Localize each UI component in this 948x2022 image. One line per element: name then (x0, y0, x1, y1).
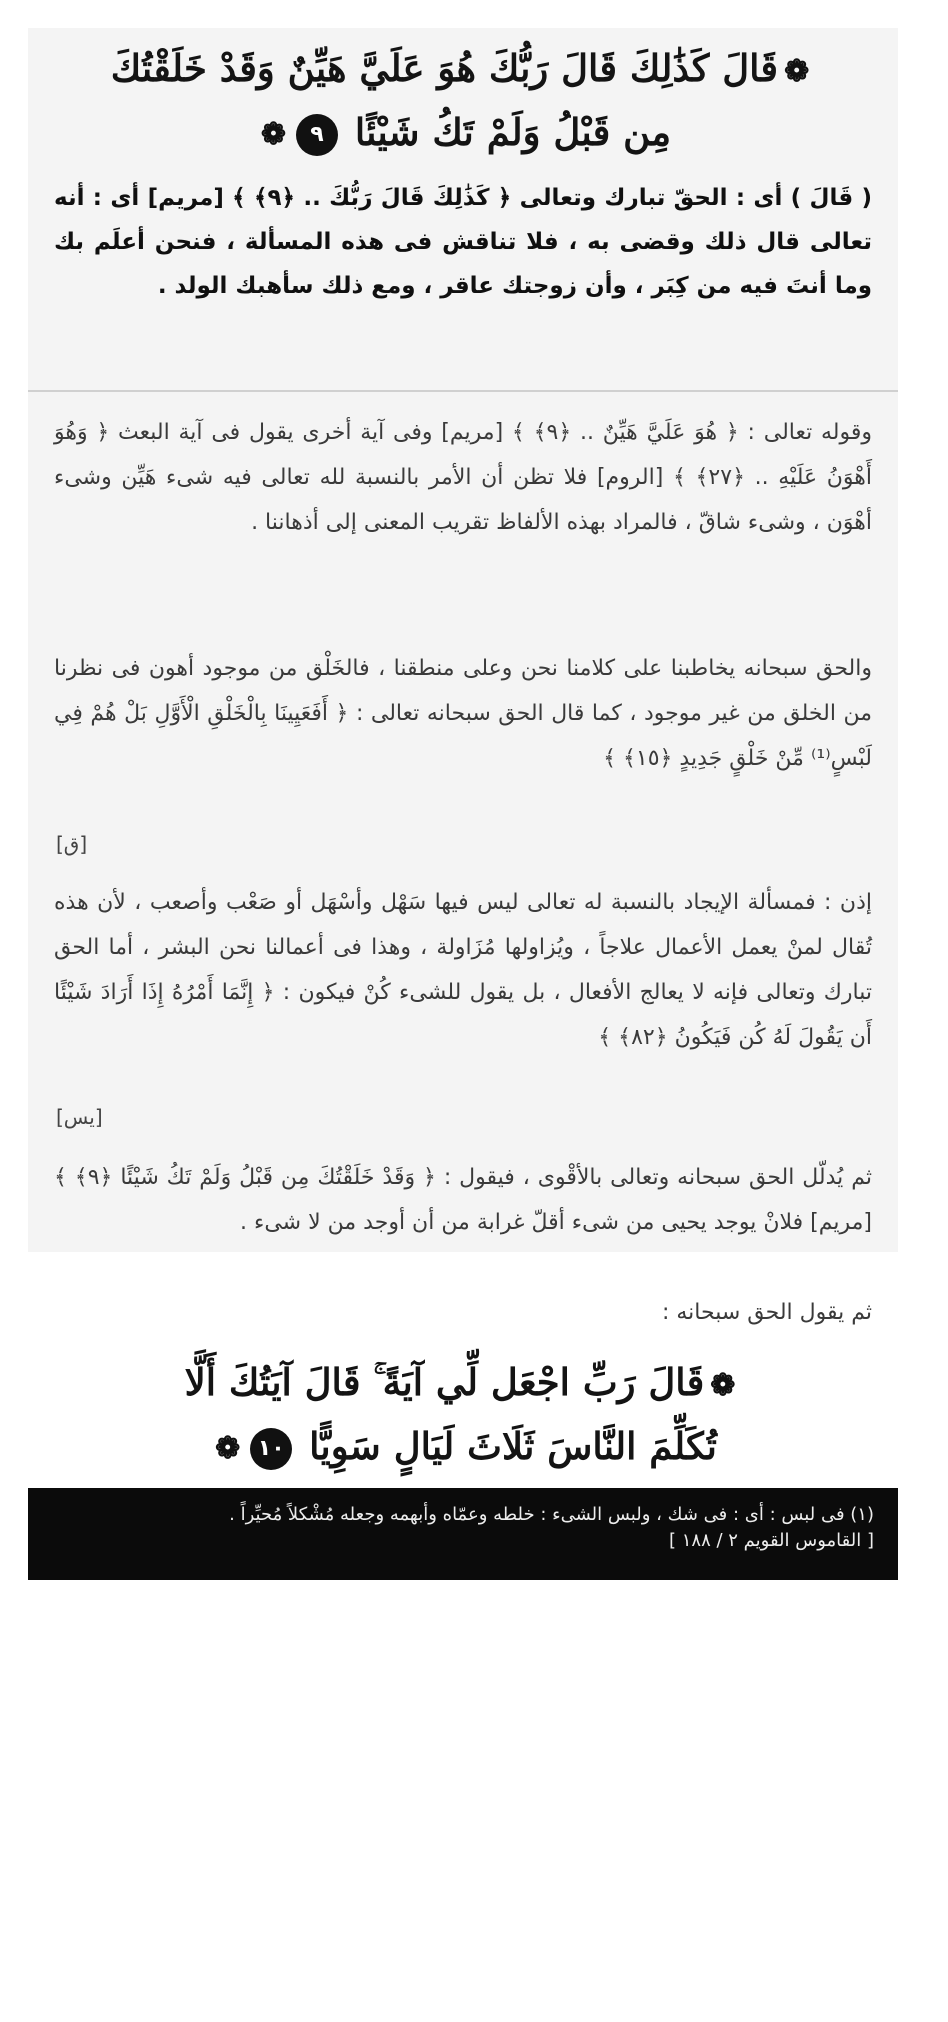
quran-verse-10 (28, 1352, 898, 1479)
paragraph-5: ثم يُدلّل الحق سبحانه وتعالى بالأقْوى ، فيقول : ﴿ وَقَدْ خَلَقْتُكَ مِن قَبْلُ وَلَمْ تَكُ شَيْئًا ﴿٩﴾ ﴾ [مريم] فلانْ يوجد يحيى من شىء أقلّ غرابة من أن أوجد من لا شىء . (54, 1165, 872, 1235)
footnote-text: (١) فى لبس : أى : فى شك ، ولبس الشىء : خلطه وعمّاه وأبهمه وجعله مُشْكلاً مُحيِّراً . (229, 1504, 874, 1525)
ayah-number-badge: ١٠ (250, 1428, 292, 1470)
surah-reference: [ق] (56, 832, 88, 856)
verse-10-line-2: تُكَلِّمَ النَّاسَ ثَلَاثَ لَيَالٍ سَوِيًّا ١٠❁ (28, 1416, 898, 1480)
scan-divider (28, 390, 898, 392)
paragraph-4: إذن : فمسألة الإيجاد بالنسبة له تعالى ليس فيها سَهْل وأسْهَل أو صَعْب وأصعب ، لأن هذه تُقال لمنْ يعمل الأعمال علاجاً ، ويُزاولها مُزَاولة ، وهذا فى أعمالنا نحن البشر ، أما الحق تبارك وتعالى فإنه لا يعالج الأفعال ، بل يقول للشىء كُنْ فيكون : ﴿ إِنَّمَا أَمْرُهُ إِذَا أَرَادَ شَيْئًا أَن يَقُولَ لَهُ كُن فَيَكُونُ ﴿٨٢﴾ ﴾ (54, 890, 872, 1050)
quran-verse-9 (28, 38, 898, 165)
surah-reference: [يس] (56, 1105, 103, 1129)
ornament-icon: ❁ (710, 1367, 736, 1403)
verse-9-line-1: ❁قَالَ كَذَٰلِكَ قَالَ رَبُّكَ هُوَ عَلَيَّ هَيِّنٌ وَقَدْ خَلَقْتُكَ (28, 38, 898, 102)
verse-9-line-2: مِن قَبْلُ وَلَمْ تَكُ شَيْئًا ٩❁ (28, 102, 898, 166)
paragraph-6: ثم يقول الحق سبحانه : (661, 1300, 872, 1325)
footnote-box (28, 1488, 898, 1580)
paragraph-1: ( قَالَ ) أى : الحقّ تبارك وتعالى ﴿ كَذَٰلِكَ قَالَ رَبُّكَ .. ﴿٩﴾ ﴾ [مريم] أى : أنه تعالى قال ذلك وقضى به ، فلا تناقش فى هذه المسألة ، فنحن أعلَم بك وما أنتَ فيه من كِبَر ، وأن زوجتك عاقر ، ومع ذلك سأهبك الولد . (54, 185, 872, 299)
verse-10-line-1: ❁قَالَ رَبِّ اجْعَل لِّي آيَةً ۚ قَالَ آيَتُكَ أَلَّا (28, 1352, 898, 1416)
paragraph-3: والحق سبحانه يخاطبنا على كلامنا نحن وعلى منطقنا ، فالخَلْق من موجود أهون فى نظرنا من الخلق من غير موجود ، كما قال الحق سبحانه تعالى : ﴿ أَفَعَيِينَا بِالْخَلْقِ الْأَوَّلِ بَلْ هُمْ فِي لَبْسٍ⁽¹⁾ مِّنْ خَلْقٍ جَدِيدٍ ﴿١٥﴾ ﴾ (54, 656, 872, 771)
paragraph-2: وقوله تعالى : ﴿ هُوَ عَلَيَّ هَيِّنٌ .. ﴿٩﴾ ﴾ [مريم] وفى آية أخرى يقول فى آية البعث ﴿ وَهُوَ أَهْوَنُ عَلَيْهِ .. ﴿٢٧﴾ ﴾ [الروم] فلا تظن أن الأمر بالنسبة لله تعالى فيه شىء هَيِّن وشىء أهْوَن ، وشىء شاقّ ، فالمراد بهذه الألفاظ تقريب المعنى إلى أذهاننا . (54, 420, 873, 535)
ornament-icon: ❁ (260, 117, 286, 152)
ayah-number-badge: ٩ (296, 114, 338, 156)
ornament-icon: ❁ (215, 1431, 241, 1466)
footnote-citation: [ القاموس القويم ٢ / ١٨٨ ] (668, 1530, 874, 1551)
ornament-icon: ❁ (784, 53, 810, 89)
